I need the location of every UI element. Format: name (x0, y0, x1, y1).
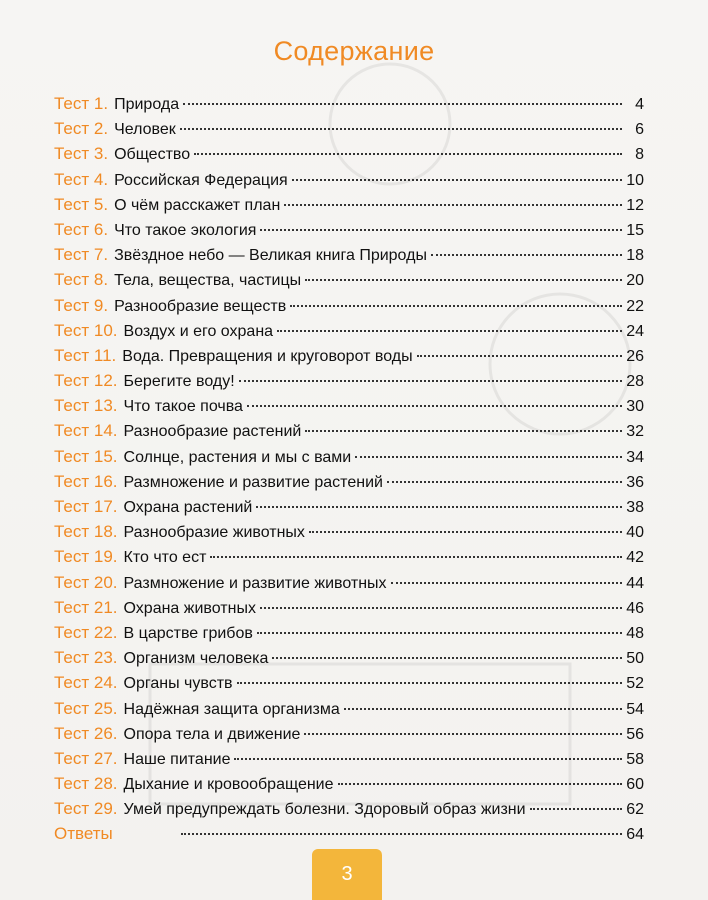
dot-leader (292, 178, 622, 181)
test-number: Тест 21. (54, 597, 118, 617)
test-number: Тест 6. (54, 219, 109, 239)
test-title: Охрана животных (123, 599, 256, 617)
dot-leader (260, 606, 622, 609)
toc-entry[interactable] (54, 418, 644, 443)
test-number: Тест 1. (54, 94, 109, 113)
page-number-tab (312, 849, 382, 900)
dot-leader (284, 203, 622, 206)
test-number: Тест 4. (54, 169, 109, 189)
dot-leader (180, 127, 622, 130)
page-ref: 32 (626, 423, 644, 441)
dot-leader (338, 782, 622, 785)
test-number: Тест 12. (54, 371, 118, 391)
test-title: Что такое почва (123, 398, 243, 416)
dot-leader (391, 581, 622, 584)
dot-leader (355, 455, 622, 458)
page-ref: 28 (626, 373, 644, 391)
page-ref: 58 (626, 750, 644, 768)
test-number: Тест 13. (54, 396, 118, 416)
toc-entry[interactable] (54, 343, 644, 368)
test-number: Тест 18. (54, 522, 118, 542)
test-number: Тест 17. (54, 497, 118, 516)
page-ref: 48 (626, 624, 644, 642)
page-ref: 8 (635, 146, 644, 164)
dot-leader (181, 832, 622, 835)
test-number: Тест 28. (54, 774, 118, 794)
dot-leader (305, 278, 622, 281)
test-number: Тест 16. (54, 471, 118, 491)
test-title: Кто что ест (123, 549, 207, 567)
toc-entry[interactable] (54, 167, 644, 192)
dot-leader (210, 555, 622, 558)
test-title: Природа (114, 96, 180, 113)
test-number: Тест 15. (54, 446, 118, 466)
test-title: Охрана растений (123, 499, 253, 516)
test-number: Тест 11. (54, 345, 117, 365)
page-ref: 50 (626, 650, 644, 668)
dot-leader (256, 505, 622, 508)
page-ref: 4 (635, 96, 644, 113)
test-number: Тест 9. (54, 295, 109, 315)
test-title: Разнообразие животных (123, 524, 305, 542)
page-ref: 26 (626, 347, 644, 365)
test-title: Вода. Превращения и круговорот воды (122, 347, 413, 365)
dot-leader (277, 329, 622, 332)
page-ref: 24 (626, 322, 644, 340)
page-ref: 46 (626, 599, 644, 617)
page-ref: 15 (626, 221, 644, 239)
test-title: Наше питание (123, 750, 231, 768)
page-title: Содержание (273, 36, 435, 66)
dot-leader (530, 807, 622, 810)
dot-leader (237, 681, 622, 684)
test-title: Умей предупреждать болезни. Здоровый образ жизни (123, 801, 526, 819)
toc-entry[interactable] (54, 444, 644, 469)
dot-leader (247, 404, 622, 407)
toc-entry[interactable] (54, 293, 644, 318)
test-number: Тест 25. (54, 698, 118, 718)
toc-entry[interactable] (54, 771, 644, 796)
test-title: Разнообразие растений (123, 423, 302, 441)
dot-leader (272, 656, 622, 659)
dot-leader (194, 152, 622, 155)
test-title: В царстве грибов (123, 624, 253, 642)
test-title: Тела, вещества, частицы (114, 272, 302, 290)
toc-entry[interactable] (54, 192, 644, 217)
test-title: Надёжная защита организма (123, 700, 340, 718)
test-number: Тест 10. (54, 320, 118, 340)
test-title: Опора тела и движение (123, 725, 301, 743)
page-ref: 30 (626, 398, 644, 416)
toc-entry[interactable] (54, 645, 644, 670)
toc-entry[interactable] (54, 494, 644, 519)
test-title: Человек (114, 121, 176, 139)
test-title: Солнце, растения и мы с вами (123, 448, 352, 466)
toc-entry-answers[interactable] (54, 821, 644, 846)
toc-entry[interactable] (54, 796, 644, 821)
table-of-contents (54, 91, 644, 847)
dot-leader (257, 631, 622, 634)
test-title: Что такое экология (114, 221, 257, 239)
dot-leader (239, 379, 622, 382)
page-ref: 6 (635, 121, 644, 139)
test-title: Воздух и его охрана (123, 322, 274, 340)
test-number: Тест 8. (54, 270, 109, 290)
toc-entry[interactable] (54, 116, 644, 141)
toc-entry[interactable] (54, 91, 644, 116)
page-ref: 52 (626, 675, 644, 693)
dot-leader (234, 757, 622, 760)
test-title: Организм человека (123, 650, 269, 668)
test-number: Тест 26. (54, 723, 118, 743)
dot-leader (387, 480, 622, 483)
page-ref: 44 (626, 574, 644, 592)
toc-entry[interactable] (54, 519, 644, 544)
page-ref: 54 (626, 700, 644, 718)
test-number: Тест 5. (54, 194, 109, 214)
dot-leader (304, 732, 622, 735)
test-title: Общество (114, 146, 191, 164)
test-title: Размножение и развитие животных (123, 574, 387, 592)
toc-entry[interactable] (54, 393, 644, 418)
page-ref: 60 (626, 776, 644, 794)
toc-entry[interactable] (54, 368, 644, 393)
toc-entry[interactable] (54, 469, 644, 494)
toc-entry[interactable] (54, 570, 644, 595)
test-number: Тест 27. (54, 748, 118, 768)
toc-entry[interactable] (54, 544, 644, 569)
toc-entry[interactable] (54, 242, 644, 267)
dot-leader (344, 707, 622, 710)
test-title: Звёздное небо — Великая книга Природы (114, 247, 427, 265)
toc-entry[interactable] (54, 595, 644, 620)
page-ref: 22 (626, 297, 644, 315)
test-title: О чём расскажет план (114, 196, 281, 214)
test-number: Тест 2. (54, 119, 109, 139)
test-number: Тест 7. (54, 245, 109, 265)
dot-leader (431, 253, 622, 256)
test-number: Тест 3. (54, 144, 109, 164)
test-title: Разнообразие веществ (114, 297, 287, 315)
page-ref: 12 (626, 196, 644, 214)
test-number: Тест 29. (54, 799, 118, 819)
test-number: Тест 14. (54, 421, 118, 441)
test-title: Российская Федерация (114, 171, 288, 189)
test-number: Тест 24. (54, 673, 118, 693)
test-title: Размножение и развитие растений (123, 473, 383, 491)
page-ref: 10 (626, 171, 644, 189)
dot-leader (305, 429, 622, 432)
test-title: Дыхание и кровообращение (123, 776, 334, 794)
page-number: 3 (341, 863, 353, 885)
answers-label: Ответы (54, 824, 113, 844)
page-ref: 36 (626, 473, 644, 491)
page-ref: 64 (626, 826, 644, 844)
dot-leader (183, 102, 622, 105)
test-number: Тест 20. (54, 572, 118, 592)
toc-entry[interactable] (54, 217, 644, 242)
dot-leader (417, 354, 622, 357)
toc-entry[interactable] (54, 696, 644, 721)
test-title: Берегите воду! (123, 373, 235, 391)
page-ref: 34 (626, 448, 644, 466)
page-ref: 20 (626, 272, 644, 290)
test-number: Тест 22. (54, 622, 118, 642)
toc-entry[interactable] (54, 620, 644, 645)
test-number: Тест 23. (54, 648, 118, 668)
page-ref: 56 (626, 725, 644, 743)
dot-leader (309, 530, 622, 533)
page-ref: 62 (626, 801, 644, 819)
toc-entry[interactable] (54, 141, 644, 166)
dot-leader (290, 304, 622, 307)
toc-entry[interactable] (54, 318, 644, 343)
page-ref: 18 (626, 247, 644, 265)
page-ref: 38 (626, 499, 644, 516)
toc-entry[interactable] (54, 746, 644, 771)
test-number: Тест 19. (54, 547, 118, 567)
page-ref: 42 (626, 549, 644, 567)
toc-entry[interactable] (54, 670, 644, 695)
page-ref: 40 (626, 524, 644, 542)
dot-leader (260, 228, 622, 231)
toc-entry[interactable] (54, 721, 644, 746)
toc-entry[interactable] (54, 267, 644, 292)
test-title: Органы чувств (123, 675, 233, 693)
